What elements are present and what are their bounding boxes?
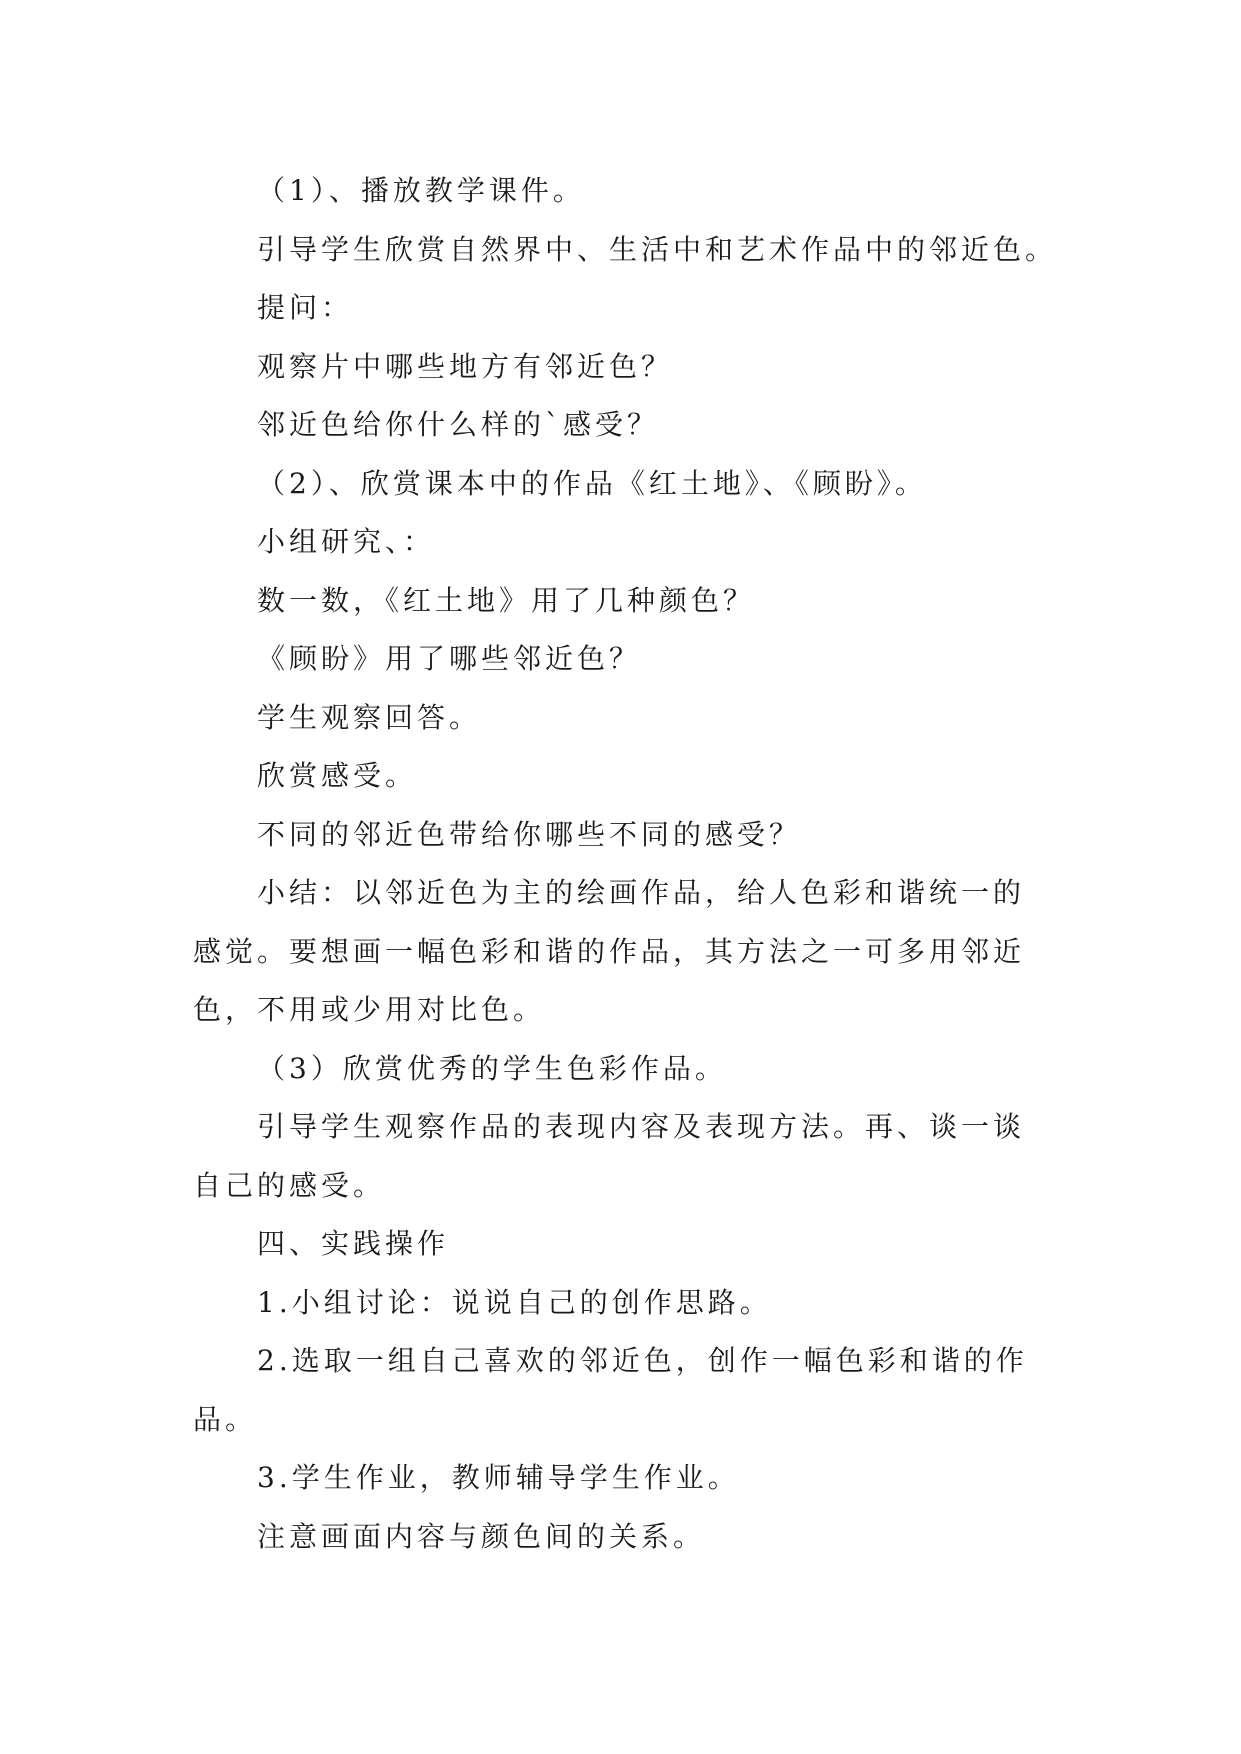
paragraph: 提问：	[257, 291, 354, 324]
paragraph: 《顾盼》用了哪些邻近色？	[257, 642, 642, 675]
list-item: 3.学生作业，教师辅导学生作业。	[257, 1461, 740, 1494]
list-item: 1.小组讨论：说说自己的创作思路。	[257, 1285, 772, 1319]
paragraph: 数一数，《红土地》用了几种颜色？	[257, 583, 756, 617]
paragraph: 邻近色给你什么样的`感受？	[257, 408, 660, 441]
paragraph: 不同的邻近色带给你哪些不同的感受？	[257, 817, 802, 851]
paragraph: （2）、欣赏课本中的作品《红土地》、《顾盼》。	[257, 466, 927, 500]
paragraph-continuation: 感觉。要想画一幅色彩和谐的作品，其方法之一可多用邻近	[193, 934, 1026, 968]
paragraph: 注意画面内容与颜色间的关系。	[257, 1519, 706, 1553]
paragraph: 小结：以邻近色为主的绘画作品，给人色彩和谐统一的	[257, 876, 1026, 909]
paragraph: 引导学生欣赏自然界中、生活中和艺术作品中的邻近色。	[257, 232, 1058, 266]
paragraph: 引导学生观察作品的表现内容及表现方法。再、谈一谈	[257, 1110, 1026, 1143]
paragraph-continuation: 品。	[193, 1402, 258, 1436]
paragraph: （1）、播放教学课件。	[257, 174, 585, 207]
paragraph: 小组研究、：	[257, 525, 436, 558]
list-item: 2.选取一组自己喜欢的邻近色，创作一幅色彩和谐的作	[257, 1344, 1028, 1377]
document-body	[193, 162, 1058, 1566]
paragraph: 欣赏感受。	[257, 759, 418, 792]
section-heading: 四、实践操作	[257, 1227, 450, 1260]
paragraph-continuation: 色，不用或少用对比色。	[193, 993, 546, 1026]
paragraph: （3）欣赏优秀的学生色彩作品。	[257, 1051, 727, 1085]
paragraph-continuation: 自己的感受。	[193, 1168, 386, 1202]
paragraph: 观察片中哪些地方有邻近色？	[257, 349, 674, 383]
paragraph: 学生观察回答。	[257, 700, 482, 734]
